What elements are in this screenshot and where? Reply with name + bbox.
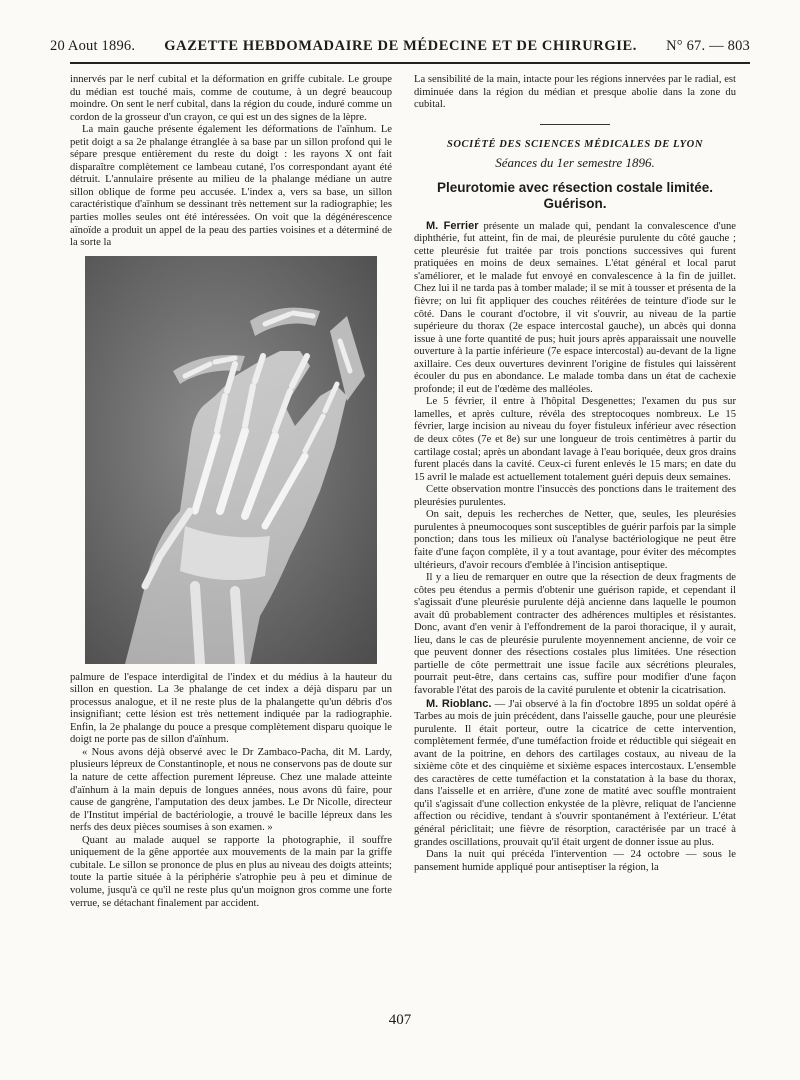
right-paragraph-1: La sensibilité de la main, intacte pour les régions innervées par le radial, est diminuée dans la région du médian et presque abolie dans la zone du cubital. xyxy=(414,74,736,111)
speaker-rioblanc: M. Rioblanc. xyxy=(426,697,492,710)
right-paragraph-6: Il y a lieu de remarquer en outre que la résection de deux fragments de côtes peu étendus a permis d'obtenir une guérison rapide, et cependant il s'agissait d'une pleurésie purulente déjà ancienne dans laquelle le poumon avait dû probablement contracter des adhérences multiples et résistantes. Donc, avant d'en venir à l'effondrement de la paroi thoracique, il y aurait, lieu, dans le cas de pleurésie purulente moyennement ancienne, de voir ce que peuvent donner des résections costales plus limitées. Une résection partielle de côte permettrait une issue facile aux sécrétions pleurales, pourrait peut-être, dans certains cas, suffire pour modifier d'une façon favorable l'état des parois de la cavité purulente et obtenir la cicatrisation. xyxy=(414,572,736,696)
left-paragraph-4: « Nous avons déjà observé avec le Dr Zambaco-Pacha, dit M. Lardy, plusieurs lépreux de Constantinople, et nous ne conservons pas de doute sur la nature de cette affection purement lépreuse. Chez une malade atteinte d'aïnhum à la main depuis de longues années, nous avons dû faire, pour cause de gangrène, l'amputation des deux jambes. Le Dr Nicolle, directeur de l'Institut impérial de bactériologie, a trouvé le bacille lépreux dans les nerfs des deux pièces soumises à son examen. » xyxy=(70,746,392,834)
rioblanc-text: — J'ai observé à la fin d'octobre 1895 un soldat opéré à Tarbes au mois de juin précédent, dans l'aisselle gauche, pour une pleurésie purulente. Il était porteur, outre la cicatrice de cette intervention, complètement fermée, d'une tuméfaction froide et réductible qui siégeait en avant de la poitrine, en dehors des cartilages costaux, au niveau de la sixième côte et des cinquième et sixième espaces intercostaux. L'ensemble des caractères de cette tuméfaction et la constatation à la base du thorax, dans l'aisselle et en arrière, d'une zone de matité avec souffle montraient qu'il s'agissait d'une collection enkystée de la plèvre, reliquat de l'ancienne affection ou récidive, tendant à s'ouvrir spontanément à l'extérieur. L'état général périclitait; une fièvre de résorption, caractérisée par un tracé à grandes oscillations, prouvait qu'il était urgent de donner issue au plus. xyxy=(414,698,736,848)
header-date: 20 Aout 1896. xyxy=(50,38,136,54)
society-heading: SOCIÉTÉ DES SCIENCES MÉDICALES DE LYON xyxy=(446,138,704,150)
hand-radiograph-image xyxy=(85,256,377,664)
section-separator xyxy=(540,124,610,125)
left-paragraph-3: palmure de l'espace interdigital de l'index et du médius à la hauteur du sillon en question. La 3e phalange de cet index a déjà disparu par un processus analogue, et il ne reste plus de la phalangette qu'un débris d'os insignifiant; cette lésion est très nettement indiquée par la radiographie. Enfin, la 2e phalange du pouce a presque complètement disparu quoique le doigt ne porte pas de sillon d'aïnhum. xyxy=(70,671,392,746)
right-paragraph-5: On sait, depuis les recherches de Netter, que, seules, les pleurésies purulentes à pneumocoques sont susceptibles de guérir parfois par la simple ponction; dans tous les milieux où l'analyse bactériologique ne peut être faite d'une façon complète, il y a tout avantage, pour éviter des mécomptes ultérieurs, d'avoir recours d'emblée à l'incision antiseptique. xyxy=(414,509,736,571)
left-column xyxy=(70,74,392,910)
left-paragraph-5: Quant au malade auquel se rapporte la photographie, il souffre uniquement de la gêne apportée aux mouvements de la main par la griffe cubitale. Le sillon se prononce de plus en plus au niveau des doigts atteints; toute la partie située à la périphérie s'atrophie peu à peu et diminue de volume, jusqu'à ce qu'il ne reste plus qu'un moignon gros comme une forte verrue, se détachant finalement par accident. xyxy=(70,834,392,909)
right-paragraph-4: Cette observation montre l'insuccès des ponctions dans le traitement des pleurésies purulentes. xyxy=(414,484,736,508)
article-title: Pleurotomie avec résection costale limitée. Guérison. xyxy=(436,179,714,211)
page-number: 407 xyxy=(388,1012,412,1028)
hand-radiograph-figure xyxy=(85,256,377,664)
right-column xyxy=(414,74,736,874)
right-paragraph-3: Le 5 février, il entre à l'hôpital Desgenettes; l'examen du pus sur lamelles, et après culture, révéla des streptocoques nombreux. Le 15 février, large incision au niveau du foyer fistuleux inférieur avec résection de deux côtes (7e et 8e) sur une longueur de trois centimètres à partir du cartilage costal; après un abondant lavage à l'eau boriquée, deux gros drains furent placés dans la cavité. Ceux-ci furent enlevés le 15 mars; en date du 15 avril le malade est actuellement totalement guéri depuis deux semaines. xyxy=(414,396,736,483)
left-paragraph-2: La main gauche présente également les déformations de l'aïnhum. Le petit doigt a sa 2e phalange étranglée à sa base par un sillon profond qui le sépare presque entièrement du reste du doigt : les rayons X ont fait disparaître complètement ce lambeau cutané, l'os correspondant ayant été détruit. L'annulaire présente au milieu de la phalange médiane un autre sillon oblique de forme peu accusée. L'index a, vers sa base, un sillon caractéristique d'aïnhum se dessinant très nettement sur la radiographie; les parties molles seules ont été intéressées. On voit que la dégénérescence aïnoïde a produit un appel de la peau des parties voisines et a déterminé de la sorte la xyxy=(70,124,392,249)
session-heading: Séances du 1er semestre 1896. xyxy=(495,155,655,171)
right-paragraph-2 xyxy=(414,220,736,397)
running-header xyxy=(50,38,750,58)
right-paragraph-7 xyxy=(414,698,736,850)
journal-title: GAZETTE HEBDOMADAIRE DE MÉDECINE ET DE CHIRURGIE. xyxy=(164,38,637,54)
header-rule xyxy=(70,62,750,64)
speaker-ferrier: M. Ferrier xyxy=(426,219,479,232)
left-paragraph-1: innervés par le nerf cubital et la déformation en griffe cubitale. Le groupe du médian est touché mais, comme de coutume, à un degré beaucoup moindre. On sent le nerf cubital, dans la région du coude, induré comme un cordon de la grosseur d'un crayon, ce qui est un des signes de la lèpre. xyxy=(70,74,392,123)
ferrier-text: présente un malade qui, pendant la convalescence d'une diphthérie, fut atteint, fin de mai, de pleurésie purulente du côté gauche ; cette pleurésie fut traitée par trois ponctions successives qui furent pratiquées en moins de deux semaines. L'état général et local parut s'améliorer, et le malade fut envoyé en convalescence à la fin de juillet. Chez lui il ne tarda pas à tomber malade; il se mit à tousser et présenta de la fièvre; on lui fit appliquer des couches réitérées de teinture d'iode sur le côté. Dans le courant d'octobre, il vit s'ouvrir, au niveau de la partie supérieure du thorax (2e espace intercostal gauche), un abcès qui donna issue à une forte quantité de pus; huit jours après apparaissait une nouvelle ouverture à la partie inférieure (7e espace intercostal) au-devant de la ligne axillaire. Ces deux ouvertures devinrent l'origine de fistules qui laissèrent écouler du pus en abondance. Le malade tomba dans un état de cachexie profonde; il eut de l'œdème des malléoles. xyxy=(414,220,736,395)
right-paragraph-8: Dans la nuit qui précéda l'intervention — 24 octobre — sous le pansement humide appliqué pour antiseptiser la région, la xyxy=(414,849,736,873)
header-issue: N° 67. — 803 xyxy=(666,38,750,54)
